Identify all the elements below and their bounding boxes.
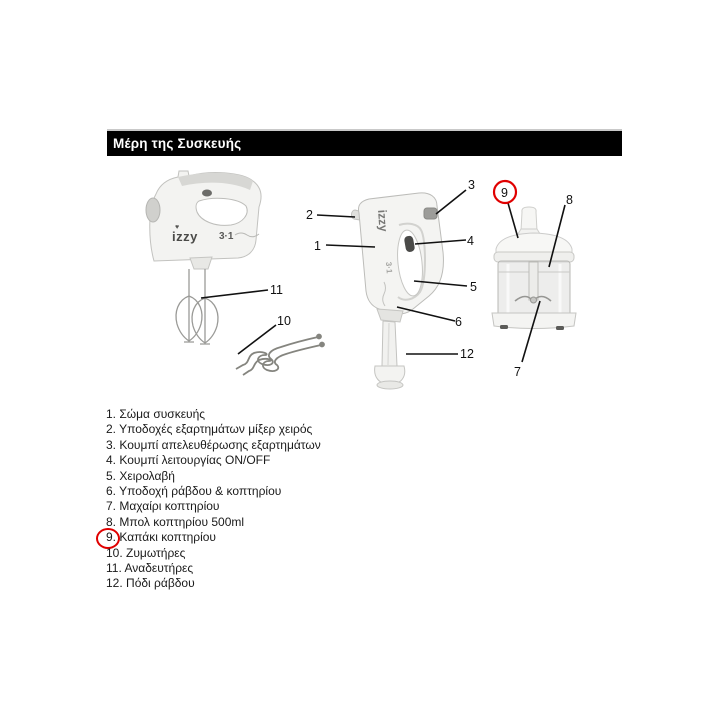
item-label: Καπάκι κοπτηρίου xyxy=(119,530,216,545)
callout-7: 7 xyxy=(514,365,521,379)
mixer-side-dial xyxy=(146,198,160,222)
item-number: 10. xyxy=(106,545,123,560)
brand-logo-blender: izzy xyxy=(375,209,391,233)
list-item xyxy=(106,515,321,530)
item-label: Χειρολαβή xyxy=(119,468,175,483)
item-label: Ζυμωτήρες xyxy=(126,545,186,560)
callout-3: 3 xyxy=(468,178,475,192)
item-label: Κουμπί απελευθέρωσης εξαρτημάτων xyxy=(119,437,321,452)
item-number: 12. xyxy=(106,576,123,591)
item-label: Αναδευτήρες xyxy=(124,561,194,576)
model-label-mixer: 3·1 xyxy=(219,231,234,242)
list-item xyxy=(106,499,321,514)
callout-1: 1 xyxy=(314,239,321,253)
item-number: 6. xyxy=(106,484,117,499)
item-label: Υποδοχή ράβδου & κοπτηρίου xyxy=(119,484,282,499)
callout-5: 5 xyxy=(470,280,477,294)
item-number: 9. xyxy=(106,530,117,545)
item-label: Κουμπί λειτουργίας ON/OFF xyxy=(119,453,271,468)
dough-hooks-illustration xyxy=(236,335,324,376)
callout-10: 10 xyxy=(277,314,291,328)
section-title: Μέρη της Συσκευής xyxy=(113,136,242,151)
item-label: Σώμα συσκευής xyxy=(119,407,206,421)
release-button xyxy=(424,208,437,219)
list-item xyxy=(106,576,321,591)
callout-8: 8 xyxy=(566,193,573,207)
mixer-top-button xyxy=(202,190,212,197)
hand-mixer-illustration xyxy=(146,171,261,344)
list-item xyxy=(106,546,321,561)
item-number: 7. xyxy=(106,499,117,514)
item-label: Υποδοχές εξαρτημάτων μίξερ χειρός xyxy=(119,422,313,437)
beaters xyxy=(176,269,218,344)
list-item xyxy=(106,407,321,422)
chopper-bowl-illustration xyxy=(492,207,576,330)
callout-4: 4 xyxy=(467,234,474,248)
item-number: 5. xyxy=(106,468,117,483)
callout-11: 11 xyxy=(270,283,283,297)
hand-blender-illustration xyxy=(351,193,443,389)
list-item xyxy=(106,484,321,499)
item-label: Πόδι ράβδου xyxy=(126,576,195,591)
chopper-shaft xyxy=(529,262,538,300)
list-item xyxy=(106,422,321,437)
item-number: 11. xyxy=(106,561,122,576)
list-item xyxy=(106,453,321,468)
item-number: 8. xyxy=(106,514,117,529)
callout-6: 6 xyxy=(455,315,462,329)
section-header-bar xyxy=(107,129,622,156)
rod-coupling xyxy=(377,309,403,322)
parts-diagram xyxy=(100,160,630,408)
model-label-blender: 3·1 xyxy=(384,261,394,274)
item-number: 3. xyxy=(106,437,117,452)
list-item-highlighted xyxy=(106,530,321,545)
item-label: Μπολ κοπτηρίου 500ml xyxy=(119,514,245,529)
list-item xyxy=(106,561,321,576)
callout-12: 12 xyxy=(460,347,474,361)
item-number: 1. xyxy=(106,407,117,421)
brand-logo-mixer: izzy xyxy=(172,229,198,244)
item-number: 2. xyxy=(106,422,117,437)
callout-9: 9 xyxy=(501,186,508,200)
list-item xyxy=(106,438,321,453)
heart-icon: ♥ xyxy=(175,224,180,231)
list-item xyxy=(106,469,321,484)
item-number: 4. xyxy=(106,453,117,468)
chopper-coupling xyxy=(521,207,537,231)
callout-2: 2 xyxy=(306,208,313,222)
item-label: Μαχαίρι κοπτηρίου xyxy=(119,499,220,514)
parts-list xyxy=(106,407,321,592)
